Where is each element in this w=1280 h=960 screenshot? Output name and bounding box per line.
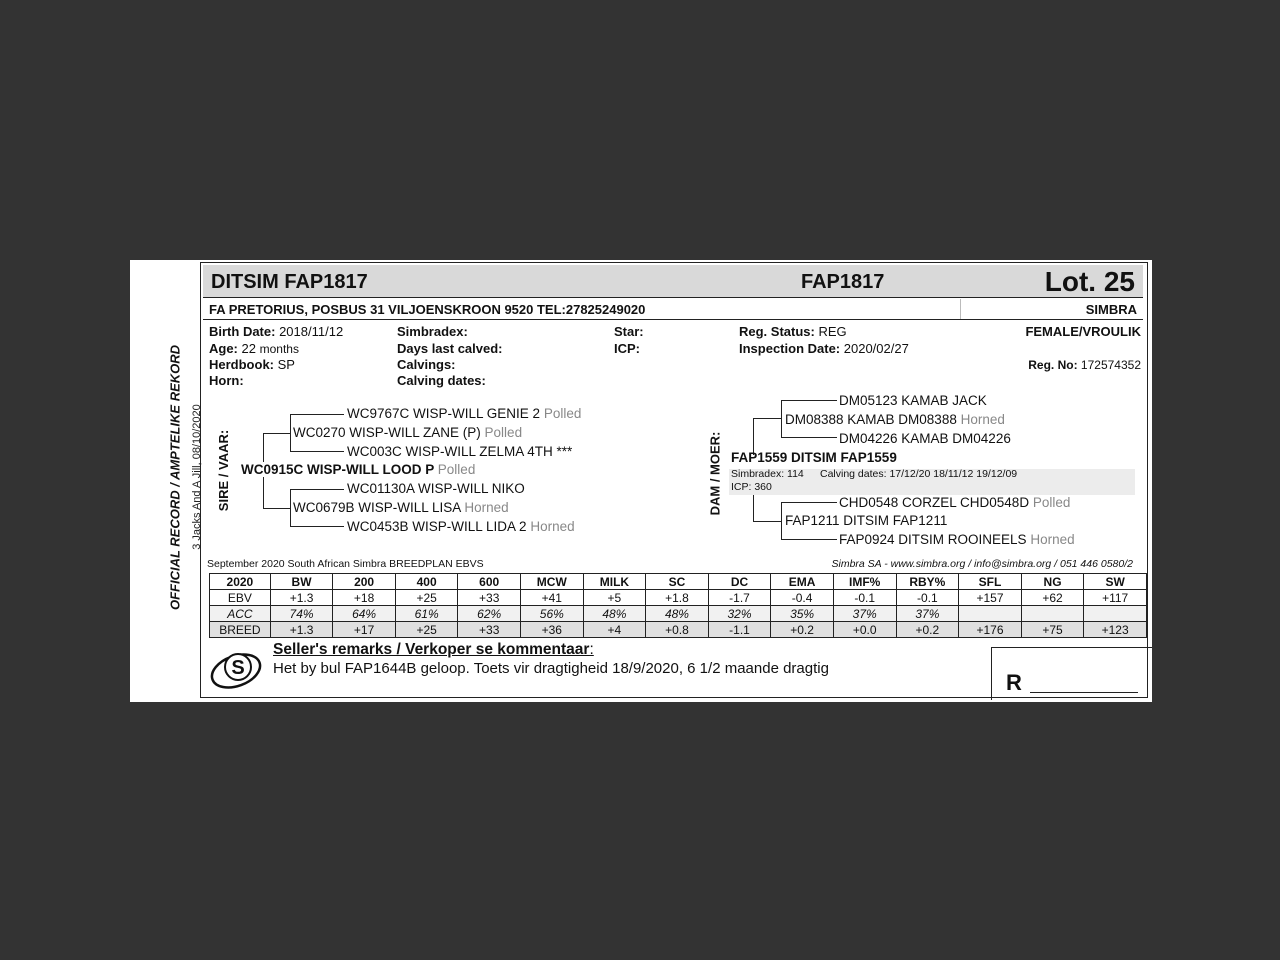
ebv-cell: 200	[333, 574, 396, 590]
dam-simbradex: Simbradex: 114	[731, 468, 804, 480]
ebv-cell: -0.1	[896, 590, 959, 606]
dds-name: CHD0548 CORZEL CHD0548D	[839, 495, 1030, 510]
ebv-cell: 62%	[458, 606, 521, 622]
age-label: Age:	[209, 341, 238, 356]
ebv-cell: EMA	[771, 574, 834, 590]
ebv-table	[209, 573, 1147, 638]
inspection-date-label: Inspection Date:	[739, 341, 841, 356]
ebv-cell: ACC	[210, 606, 271, 622]
ebv-cell: 37%	[896, 606, 959, 622]
sire-branch-line	[290, 414, 344, 415]
owner-details: FA PRETORIUS, POSBUS 31 VILJOENSKROON 9520 TEL:27825249020	[209, 302, 646, 317]
sire-dam-sire: WC01130A WISP-WILL NIKO	[347, 481, 525, 496]
sdd-name: WC0453B WISP-WILL LIDA 2	[347, 519, 527, 534]
simbra-logo-icon	[209, 647, 265, 691]
owner-date-label: 3 Jacks And A Jill, 08/10/2020	[191, 404, 203, 550]
birth-date-value: 2018/11/12	[279, 324, 344, 339]
dam-sire-dam: DM04226 KAMAB DM04226	[839, 431, 1011, 446]
icp-row	[614, 341, 640, 356]
ebv-cell: +25	[395, 590, 458, 606]
ebv-cell	[959, 606, 1022, 622]
ebv-cell	[1084, 606, 1147, 622]
remarks-title-text: Seller's remarks / Verkoper se kommentaar	[273, 641, 590, 658]
ebv-cell: +5	[583, 590, 646, 606]
herdbook-value: SP	[277, 357, 295, 372]
ebv-cell: +41	[520, 590, 583, 606]
inspection-date-row	[739, 341, 909, 356]
reg-no-row	[1028, 358, 1141, 372]
ebv-cell: 74%	[270, 606, 333, 622]
age-row	[209, 341, 299, 356]
ebv-cell: +1.3	[270, 622, 333, 638]
sire-sire-sire	[347, 406, 581, 421]
ebv-row-acc	[210, 606, 1147, 622]
sire-branch-line	[290, 526, 344, 527]
ebv-cell: +33	[458, 590, 521, 606]
lot-card	[130, 260, 1152, 702]
calvings-label: Calvings:	[397, 357, 456, 372]
ebv-cell: +1.8	[646, 590, 709, 606]
ebv-cell: 32%	[708, 606, 771, 622]
ebv-cell: 48%	[646, 606, 709, 622]
ebv-cell: DC	[708, 574, 771, 590]
sire	[241, 462, 475, 477]
ebv-cell: +176	[959, 622, 1022, 638]
dam-sire-sire: DM05123 KAMAB JACK	[839, 393, 987, 408]
calving-dates-label: Calving dates:	[397, 373, 486, 388]
animal-code: FAP1817	[801, 271, 885, 293]
dam-dam-dam	[839, 532, 1075, 547]
ebv-cell: -0.4	[771, 590, 834, 606]
sss-status: Polled	[543, 406, 582, 421]
price-box	[991, 647, 1152, 700]
sire-dam	[293, 500, 509, 515]
ddd-status: Horned	[1030, 532, 1075, 547]
ebv-row-brd	[210, 622, 1147, 638]
ebv-cell: -1.7	[708, 590, 771, 606]
simbradex-row	[397, 324, 468, 339]
sire-dam-dam	[347, 519, 575, 534]
ebv-cell: +0.0	[833, 622, 896, 638]
svg-text:S: S	[231, 657, 245, 679]
horn-label: Horn:	[209, 373, 244, 388]
ebv-cell: +25	[395, 622, 458, 638]
dam-branch-line	[781, 502, 782, 540]
remarks-text: Het by bul FAP1644B geloop. Toets vir dragtigheid 18/9/2020, 6 1/2 maande dragtig	[273, 660, 829, 677]
dam-branch-line	[781, 502, 837, 503]
remarks-title	[273, 641, 594, 659]
ebv-cell: +36	[520, 622, 583, 638]
ebv-cell: +17	[333, 622, 396, 638]
ebv-cell: SW	[1084, 574, 1147, 590]
ebv-cell: 400	[395, 574, 458, 590]
reg-status-label: Reg. Status:	[739, 324, 815, 339]
reg-status-row	[739, 324, 847, 339]
ds-status: Horned	[960, 412, 1005, 427]
sire-branch-line	[290, 489, 291, 527]
dam-branch-line	[781, 400, 837, 401]
ebv-row-hd	[210, 574, 1147, 590]
dam-label: DAM / MOER:	[707, 431, 723, 516]
price-line[interactable]	[1030, 692, 1138, 693]
ebv-cell: +117	[1084, 590, 1147, 606]
remarks-colon: :	[589, 641, 594, 658]
ddd-name: FAP0924 DITSIM ROOINEELS	[839, 532, 1027, 547]
ebv-cell: 37%	[833, 606, 896, 622]
ebv-cell: SFL	[959, 574, 1022, 590]
simbra-logo	[209, 647, 265, 691]
ss-status: Polled	[484, 425, 523, 440]
dam-dam-sire	[839, 495, 1070, 510]
dam-branch-line	[781, 437, 837, 438]
ss-name: WC0270 WISP-WILL ZANE (P)	[293, 425, 481, 440]
days-last-calved-label: Days last calved:	[397, 341, 503, 356]
dam-branch-line	[753, 521, 781, 522]
ebv-cell: +18	[333, 590, 396, 606]
dam-icp: ICP: 360	[731, 481, 772, 493]
birth-date-label: Birth Date:	[209, 324, 276, 339]
ebv-cell: +123	[1084, 622, 1147, 638]
reg-status-value: REG	[818, 324, 847, 339]
herdbook-row	[209, 357, 295, 372]
ebv-cell: 48%	[583, 606, 646, 622]
sss-name: WC9767C WISP-WILL GENIE 2	[347, 406, 541, 421]
sire-sire	[293, 425, 522, 440]
sire-branch-line	[263, 433, 291, 434]
ebv-cell: EBV	[210, 590, 271, 606]
ebv-cell: +0.2	[896, 622, 959, 638]
side-strip	[130, 260, 203, 702]
herdbook-label: Herdbook:	[209, 357, 274, 372]
reg-no-label: Reg. No:	[1028, 358, 1078, 372]
ebv-cell: +4	[583, 622, 646, 638]
sire-branch-line	[290, 489, 344, 490]
owner-divider	[960, 299, 961, 319]
ebv-cell: +0.8	[646, 622, 709, 638]
sire-branch-line	[290, 414, 291, 452]
dam-branch-line	[781, 539, 837, 540]
ebv-cell: 64%	[333, 606, 396, 622]
ebv-row-ebv	[210, 590, 1147, 606]
sex-label: FEMALE/VROULIK	[1025, 324, 1141, 339]
sire-branch-line	[290, 451, 344, 452]
ebv-cell: +1.3	[270, 590, 333, 606]
ebv-cell: IMF%	[833, 574, 896, 590]
birth-date-row	[209, 324, 343, 339]
dam-calving-dates: Calving dates: 17/12/20 18/11/12 19/12/09	[820, 468, 1018, 480]
sire-sire-dam: WC003C WISP-WILL ZELMA 4TH ***	[347, 444, 573, 459]
star-row	[614, 324, 644, 339]
official-record-label: OFFICIAL RECORD / AMPTELIKE REKORD	[167, 344, 183, 611]
ebv-cell: BW	[270, 574, 333, 590]
price-currency: R	[1006, 670, 1022, 695]
dam-sire	[785, 412, 1005, 427]
sdd-status: Horned	[530, 519, 575, 534]
sire-status: Polled	[437, 462, 476, 477]
sire-name: WC0915C WISP-WILL LOOD P	[241, 462, 435, 477]
owner-bar	[203, 299, 1143, 320]
sire-branch-line	[263, 508, 291, 509]
animal-name: DITSIM FAP1817	[211, 271, 368, 293]
dam-branch-line	[781, 400, 782, 438]
card-frame	[200, 262, 1148, 698]
ebv-cell: -0.1	[833, 590, 896, 606]
icp-label: ICP:	[614, 341, 640, 356]
ebv-cell: RBY%	[896, 574, 959, 590]
dam-branch-line	[753, 418, 781, 419]
lot-number: Lot. 25	[1044, 266, 1135, 297]
ebv-cell: 600	[458, 574, 521, 590]
ebv-cell: +62	[1021, 590, 1084, 606]
simbradex-label: Simbradex:	[397, 324, 468, 339]
ebv-cell: +33	[458, 622, 521, 638]
ebv-cell: +157	[959, 590, 1022, 606]
age-value: 22	[241, 341, 256, 356]
ebv-cell: -1.1	[708, 622, 771, 638]
ebv-cell: +75	[1021, 622, 1084, 638]
calving-dates-row	[397, 373, 486, 388]
dam-dam: FAP1211 DITSIM FAP1211	[785, 513, 948, 528]
sire-label: SIRE / VAAR:	[216, 429, 232, 512]
ebv-cell: SC	[646, 574, 709, 590]
dam: FAP1559 DITSIM FAP1559	[731, 450, 897, 465]
ebv-cell: +0.2	[771, 622, 834, 638]
dam-branch-line	[753, 495, 754, 521]
ds-name: DM08388 KAMAB DM08388	[785, 412, 957, 427]
ebv-source-left: September 2020 South African Simbra BREEDPLAN EBVS	[207, 558, 484, 570]
dds-status: Polled	[1032, 495, 1071, 510]
sd-name: WC0679B WISP-WILL LISA	[293, 500, 461, 515]
star-label: Star:	[614, 324, 644, 339]
reg-no-value: 172574352	[1080, 358, 1141, 372]
sd-status: Horned	[464, 500, 509, 515]
ebv-cell: 56%	[520, 606, 583, 622]
ebv-cell: 35%	[771, 606, 834, 622]
inspection-date-value: 2020/02/27	[843, 341, 909, 356]
ebv-cell: BREED	[210, 622, 271, 638]
ebv-cell: 2020	[210, 574, 271, 590]
age-unit: months	[259, 342, 299, 356]
ebv-source-right: Simbra SA - www.simbra.org / info@simbra.org / 051 446 0580/2	[831, 558, 1133, 570]
ebv-cell: 61%	[395, 606, 458, 622]
ebv-cell: MCW	[520, 574, 583, 590]
calvings-row	[397, 357, 456, 372]
horn-row	[209, 373, 244, 388]
ebv-cell	[1021, 606, 1084, 622]
breed-label: SIMBRA	[1085, 302, 1137, 317]
ebv-cell: NG	[1021, 574, 1084, 590]
days-last-calved-row	[397, 341, 503, 356]
ebv-cell: MILK	[583, 574, 646, 590]
header-bar	[203, 265, 1143, 298]
